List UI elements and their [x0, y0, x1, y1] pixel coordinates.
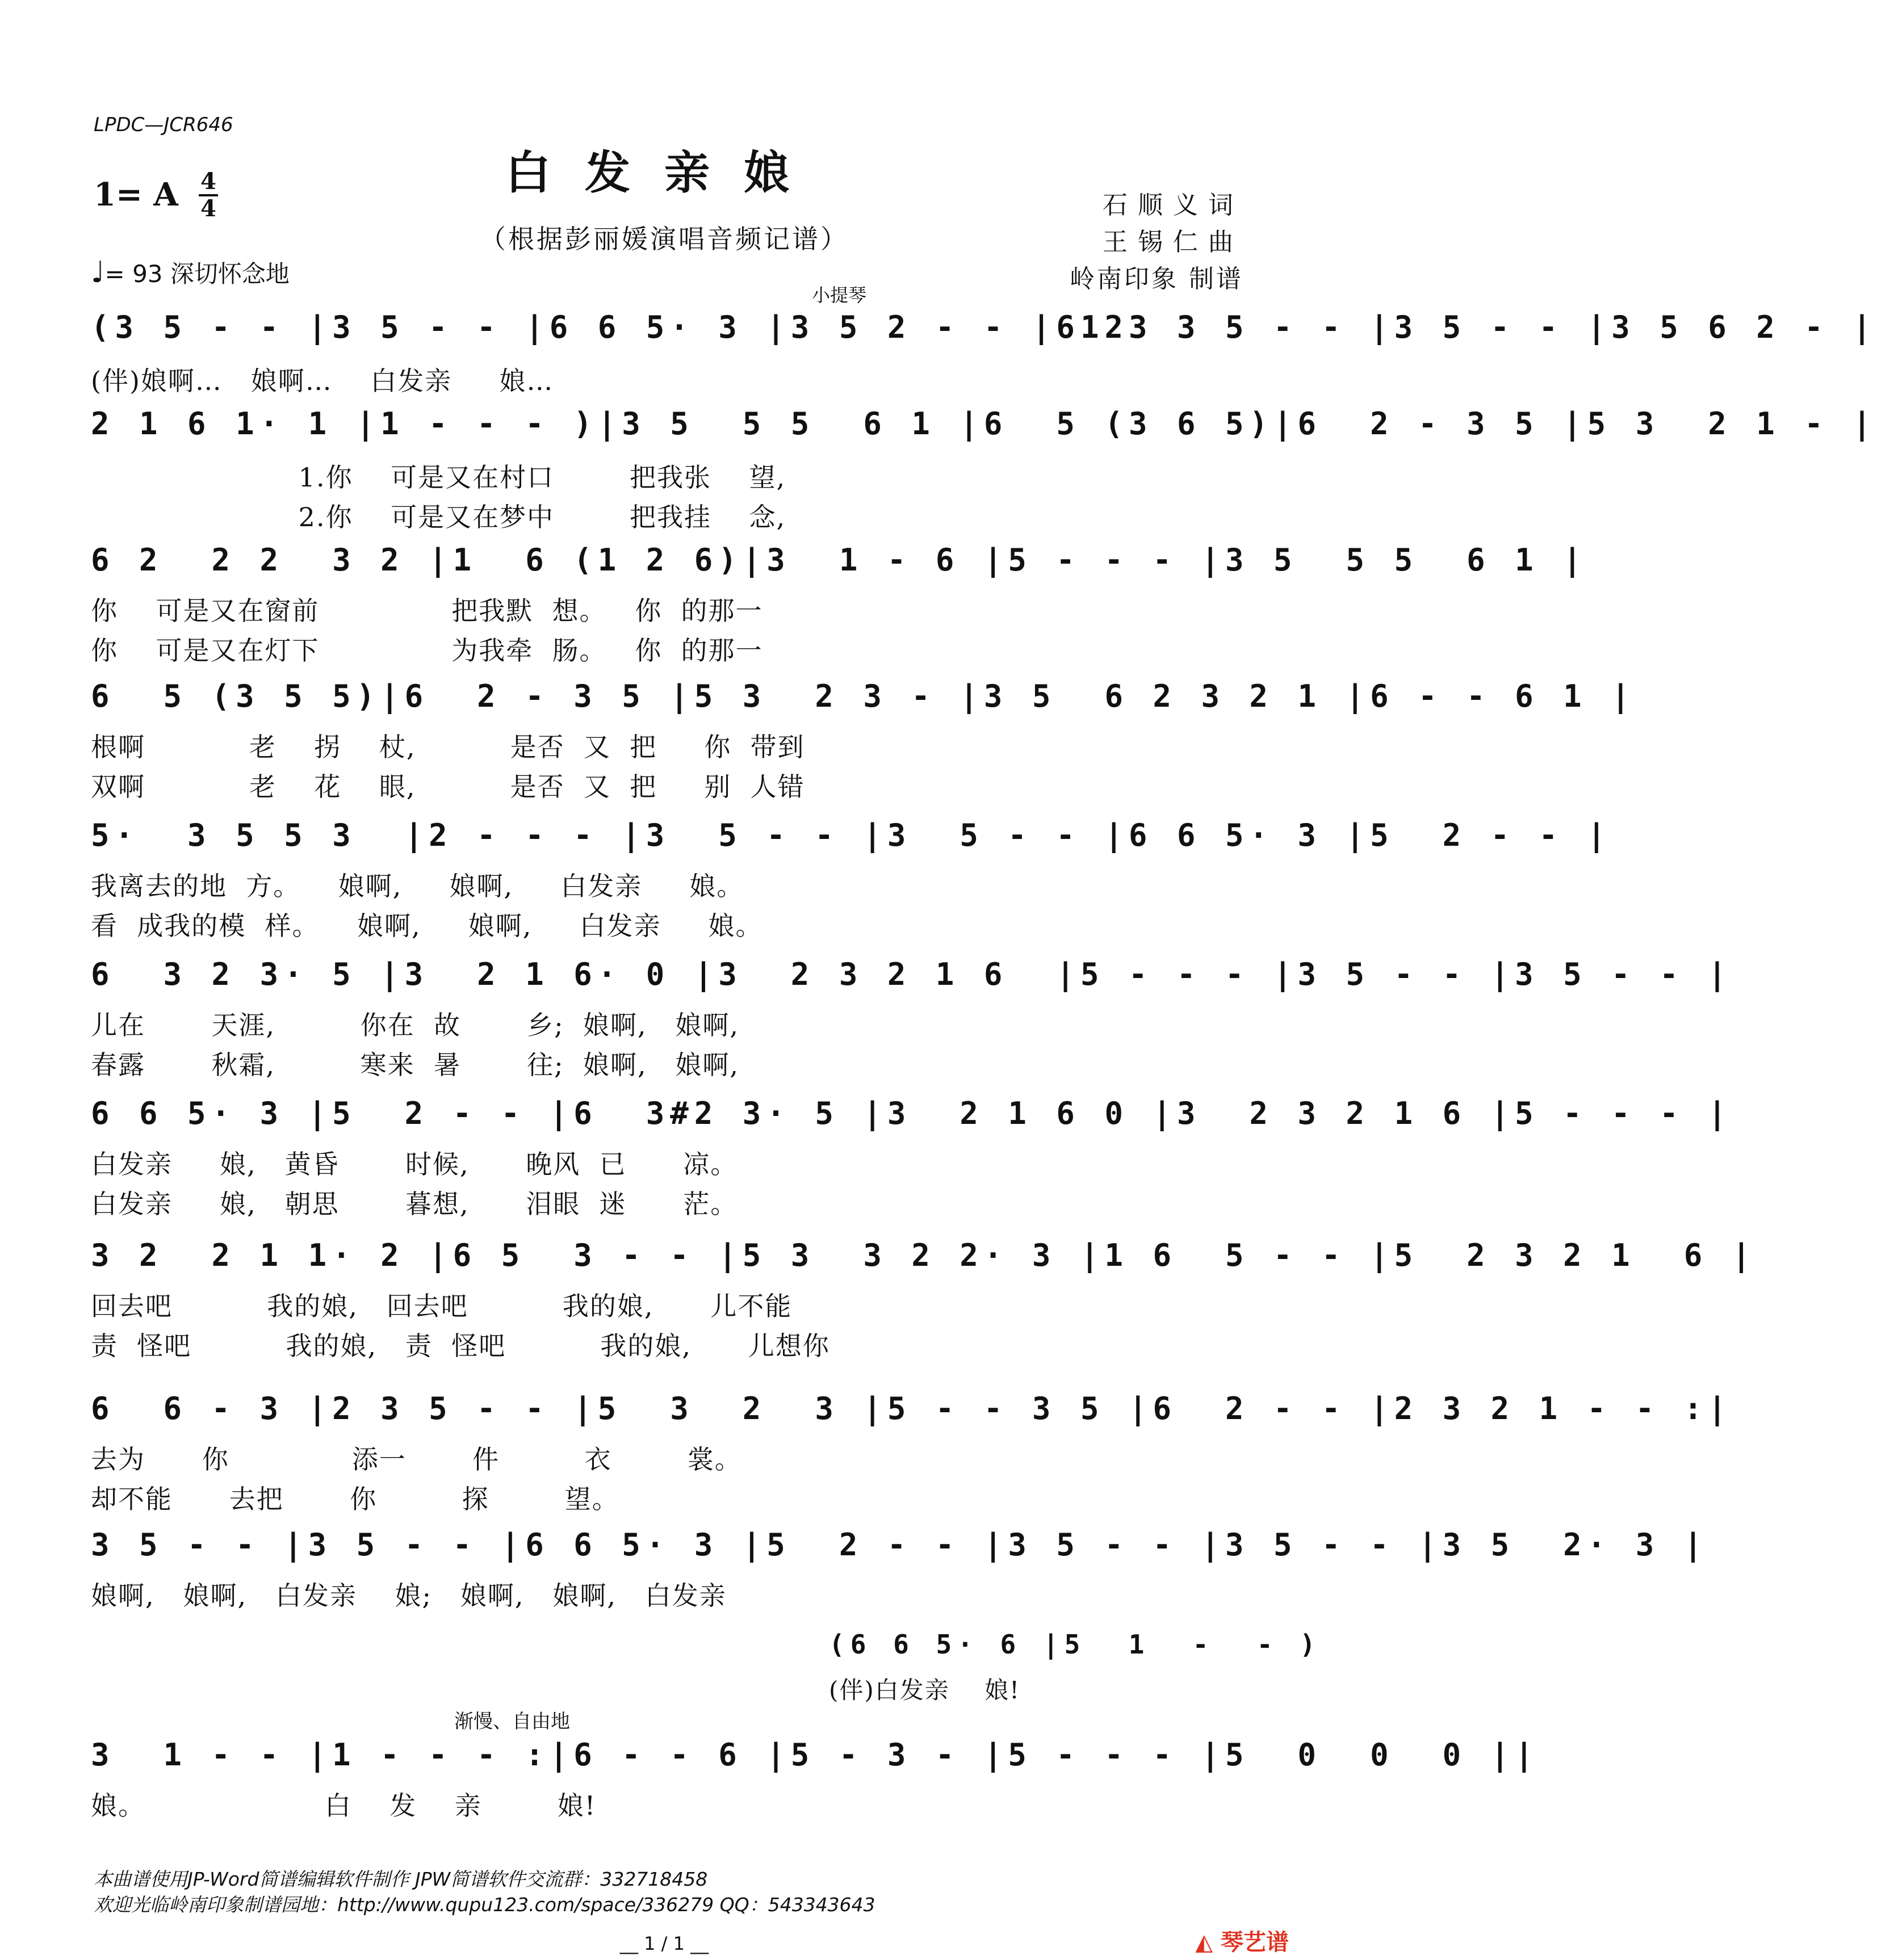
notes-line: (3 5 - - |3 5 - - |6 6 5· 3 |3 5 2 - - |6123 3 5 - - |3 5 - - |3 5 6 2 - | — [91, 309, 1877, 345]
lyric-line: 2.你 可是又在梦中 把我挂 念, — [91, 502, 786, 532]
time-bottom: 4 — [200, 195, 216, 222]
arranger: 岭南印象 制谱 — [1070, 265, 1243, 293]
logo-icon: ◭ — [1195, 1929, 1221, 1955]
footer-line-1: 本曲谱使用JP-Word简谱编辑软件制作 JPW简谱软件交流群：332718458 — [94, 1868, 708, 1890]
composer: 王锡仁曲 — [1103, 228, 1243, 257]
lyric-line: 娘啊, 娘啊, 白发亲 娘; 娘啊, 娘啊, 白发亲 — [91, 1580, 727, 1611]
key-signature: 1= A — [94, 176, 178, 213]
tempo-text: = 93 深切怀念地 — [104, 260, 290, 288]
lyric-line: 根啊 老 拐 杖, 是否 又 把 你 带到 — [91, 732, 805, 762]
lyric-line: 娘。 白 发 亲 娘! — [91, 1790, 597, 1821]
logo-text: 琴艺谱 — [1221, 1929, 1289, 1955]
notes-line: 3 5 - - |3 5 - - |6 6 5· 3 |5 2 - - |3 5 - - |3 5 - - |3 5 2· 3 | — [91, 1527, 1708, 1563]
page-number: __ 1 / 1 __ — [619, 1933, 709, 1954]
notes-line: 5· 3 5 5 3 |2 - - - |3 5 - - |3 5 - - |6 6 5· 3 |5 2 - - | — [91, 817, 1612, 853]
footer-line-2: 欢迎光临岭南印象制谱园地：http://www.qupu123.com/space/336279 QQ：543343643 — [94, 1894, 875, 1916]
lyric-line: 春露 秋霜, 寒来 暑 往; 娘啊, 娘啊, — [91, 1050, 740, 1080]
notes-line: 6 2 2 2 3 2 |1 6 (1 2 6)|3 1 - 6 |5 - - - |3 5 5 5 6 1 | — [91, 542, 1587, 578]
tempo-marking — [91, 255, 290, 289]
subtitle: （根据彭丽媛演唱音频记谱） — [480, 224, 849, 254]
lyric-line: 我离去的地 方。 娘啊, 娘啊, 白发亲 娘。 — [91, 871, 744, 901]
lyric-line: 你 可是又在灯下 为我牵 肠。 你 的那一 — [91, 635, 763, 666]
lyric-line: 双啊 老 花 眼, 是否 又 把 别 人错 — [91, 771, 805, 802]
notes-line: 3 1 - - |1 - - - :|6 - - 6 |5 - 3 - |5 - - - |5 0 0 0 || — [91, 1737, 1539, 1773]
lyric-line: 白发亲 娘, 黄昏 时候, 晚风 已 凉。 — [91, 1149, 738, 1180]
time-top: 4 — [200, 168, 216, 195]
notes-line: 6 6 - 3 |2 3 5 - - |5 3 2 3 |5 - - 3 5 |6 2 - - |2 3 2 1 - - :| — [91, 1391, 1732, 1426]
lyric-line: 白发亲 娘, 朝思 暮想, 泪眼 迷 茫。 — [91, 1189, 738, 1219]
lyric-line: (伴)娘啊… 娘啊… 白发亲 娘… — [91, 366, 554, 396]
time-signature — [199, 170, 218, 220]
notes-line: (6 6 5· 6 |5 1 - - ) — [829, 1629, 1321, 1660]
notes-line: 6 3 2 3· 5 |3 2 1 6· 0 |3 2 3 2 1 6 |5 - - - |3 5 - - |3 5 - - | — [91, 956, 1732, 992]
lyric-line: 1.你 可是又在村口 把我张 望, — [91, 462, 786, 493]
lyric-line: 回去吧 我的娘, 回去吧 我的娘, 儿不能 — [91, 1291, 793, 1321]
lyric-line: 看 成我的模 样。 娘啊, 娘啊, 白发亲 娘。 — [91, 910, 763, 941]
notes-line: 3 2 2 1 1· 2 |6 5 3 - - |5 3 3 2 2· 3 |1 6 5 - - |5 2 3 2 1 6 | — [91, 1237, 1757, 1273]
page-title: 白发亲娘 — [505, 146, 823, 199]
notes-line: 6 6 5· 3 |5 2 - - |6 3#2 3· 5 |3 2 1 6 0 |3 2 3 2 1 6 |5 - - - | — [91, 1096, 1732, 1131]
tempo-change-mark: 渐慢、自由地 — [454, 1710, 570, 1733]
lyric-line: 去为 你 添一 件 衣 裳。 — [91, 1444, 742, 1475]
lyricist: 石顺义词 — [1103, 191, 1243, 220]
site-logo — [1195, 1924, 1289, 1957]
notes-line: 2 1 6 1· 1 |1 - - - )|3 5 5 5 6 1 |6 5 (3 6 5)|6 2 - 3 5 |5 3 2 1 - | — [91, 406, 1877, 442]
notes-line: 6 5 (3 5 5)|6 2 - 3 5 |5 3 2 3 - |3 5 6 2 3 2 1 |6 - - 6 1 | — [91, 678, 1636, 714]
violin-mark: 小提琴 — [812, 284, 867, 306]
lyric-line: (伴)白发亲 娘! — [829, 1676, 1021, 1704]
lyric-line: 你 可是又在窗前 把我默 想。 你 的那一 — [91, 595, 763, 626]
lyric-line: 却不能 去把 你 探 望。 — [91, 1484, 619, 1514]
score-code: LPDC—JCR646 — [94, 114, 233, 136]
lyric-line: 责 怪吧 我的娘, 责 怪吧 我的娘, 儿想你 — [91, 1331, 830, 1361]
quarter-note-icon: ♩ — [91, 255, 105, 289]
lyric-line: 儿在 天涯, 你在 故 乡; 娘啊, 娘啊, — [91, 1010, 740, 1040]
